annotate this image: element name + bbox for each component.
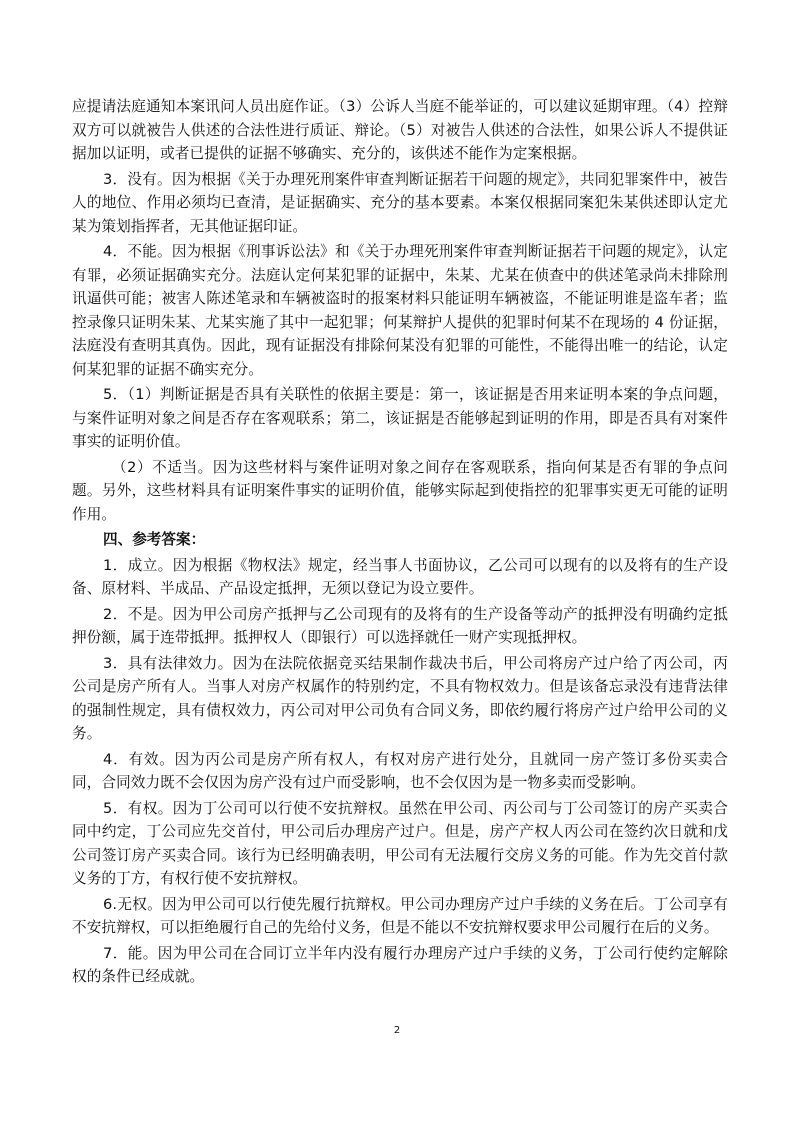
paragraph-answer-4: 4．不能。因为根据《刑事诉讼法》和《关于办理死刑案件审查判断证据若干问题的规定》，认定有罪，必须证据确实充分。法庭认定何某犯罪的证据中，朱某、尤某在侦查中的供述笔录尚未排除刑讯逼供可能；被害人陈述笔录和车辆被盗时的报案材料只能证明车辆被盗，不能证明谁是盗车者；监控录像只证明朱某、尤某实施了其中一起犯罪；何某辩护人提供的犯罪时何某不在现场的 4 份证据，法庭没有查明其真伪。因此，现有证据没有排除何某没有犯罪的可能性，不能得出唯一的结论，认定何某犯罪的证据不确实充分。 — [72, 243, 728, 378]
answer-item-7: 7．能。因为甲公司在合同订立半年内没有履行办理房产过户手续的义务，丁公司行使约定解除权的条件已经成就。 — [72, 944, 728, 985]
page-number: 2 — [393, 1025, 401, 1036]
answer-item-5: 5．有权。因为丁公司可以行使不安抗辩权。虽然在甲公司、丙公司与丁公司签订的房产买卖合同中约定，丁公司应先交首付，甲公司后办理房产过户。但是，房产产权人丙公司在签约次日就和戊公司签订房产买卖合同。该行为已经明确表明，甲公司有无法履行交房义务的可能。作为先交首付款义务的丁方，有权行使不安抗辩权。 — [72, 799, 728, 887]
paragraph-continuation: 应提请法庭通知本案讯问人员出庭作证。（3）公诉人当庭不能举证的，可以建议延期审理。（4）控辩双方可以就被告人供述的合法性进行质证、辩论。（5）对被告人供述的合法性，如果公诉人不提供证据加以证明，或者已提供的证据不够确实、充分的，该供述不能作为定案根据。 — [72, 98, 728, 162]
answer-item-2: 2．不是。因为甲公司房产抵押与乙公司现有的及将有的生产设备等动产的抵押没有明确约定抵押份额，属于连带抵押。抵押权人（即银行）可以选择就任一财产实现抵押权。 — [72, 605, 728, 646]
document-body — [72, 95, 728, 991]
answer-item-1: 1．成立。因为根据《物权法》规定，经当事人书面协议，乙公司可以现有的以及将有的生产设备、原材料、半成品、产品设定抵押，无须以登记为设立要件。 — [72, 556, 728, 597]
paragraph-answer-5-2: （2）不适当。因为这些材料与案件证明对象之间存在客观联系，指向何某是否有罪的争点问题。另外，这些材料具有证明案件事实的证明价值，能够实际起到使指控的犯罪事实更无可能的证明作用。 — [72, 458, 728, 523]
answer-item-6: 6.无权。因为甲公司可以行使先履行抗辩权。甲公司办理房产过户手续的义务在后。丁公司享有不安抗辩权，可以拒绝履行自己的先给付义务，但是不能以不安抗辩权要求甲公司履行在后的义务。 — [72, 895, 728, 936]
section-title: 四、参考答案： — [103, 531, 206, 548]
answer-item-3: 3．具有法律效力。因为在法院依据竞买结果制作裁决书后，甲公司将房产过户给了丙公司，丙公司是房产所有人。当事人对房产权属作的特别约定，不具有物权效力。但是该备忘录没有违背法律的强制性规定，具有债权效力，丙公司对甲公司负有合同义务，即依约履行将房产过户给甲公司的义务。 — [72, 654, 728, 742]
paragraph-answer-5-1: 5．（1）判断证据是否具有关联性的依据主要是：第一，该证据是否用来证明本案的争点问题，与案件证明对象之间是否存在客观联系；第二，该证据是否能够起到证明的作用，即是否具有对案件事实的证明价值。 — [72, 386, 728, 450]
answer-item-4: 4．有效。因为丙公司是房产所有权人，有权对房产进行处分，且就同一房产签订多份买卖合同，合同效力既不会仅因为房产没有过户而受影响，也不会仅因为是一物多卖而受影响。 — [72, 750, 728, 791]
paragraph-answer-3: 3．没有。因为根据《关于办理死刑案件审查判断证据若干问题的规定》，共同犯罪案件中，被告人的地位、作用必须均已查清，是证据确实、充分的基本要素。本案仅根据同案犯朱某供述即认定尤某为策划指挥者，无其他证据印证。 — [72, 170, 728, 235]
